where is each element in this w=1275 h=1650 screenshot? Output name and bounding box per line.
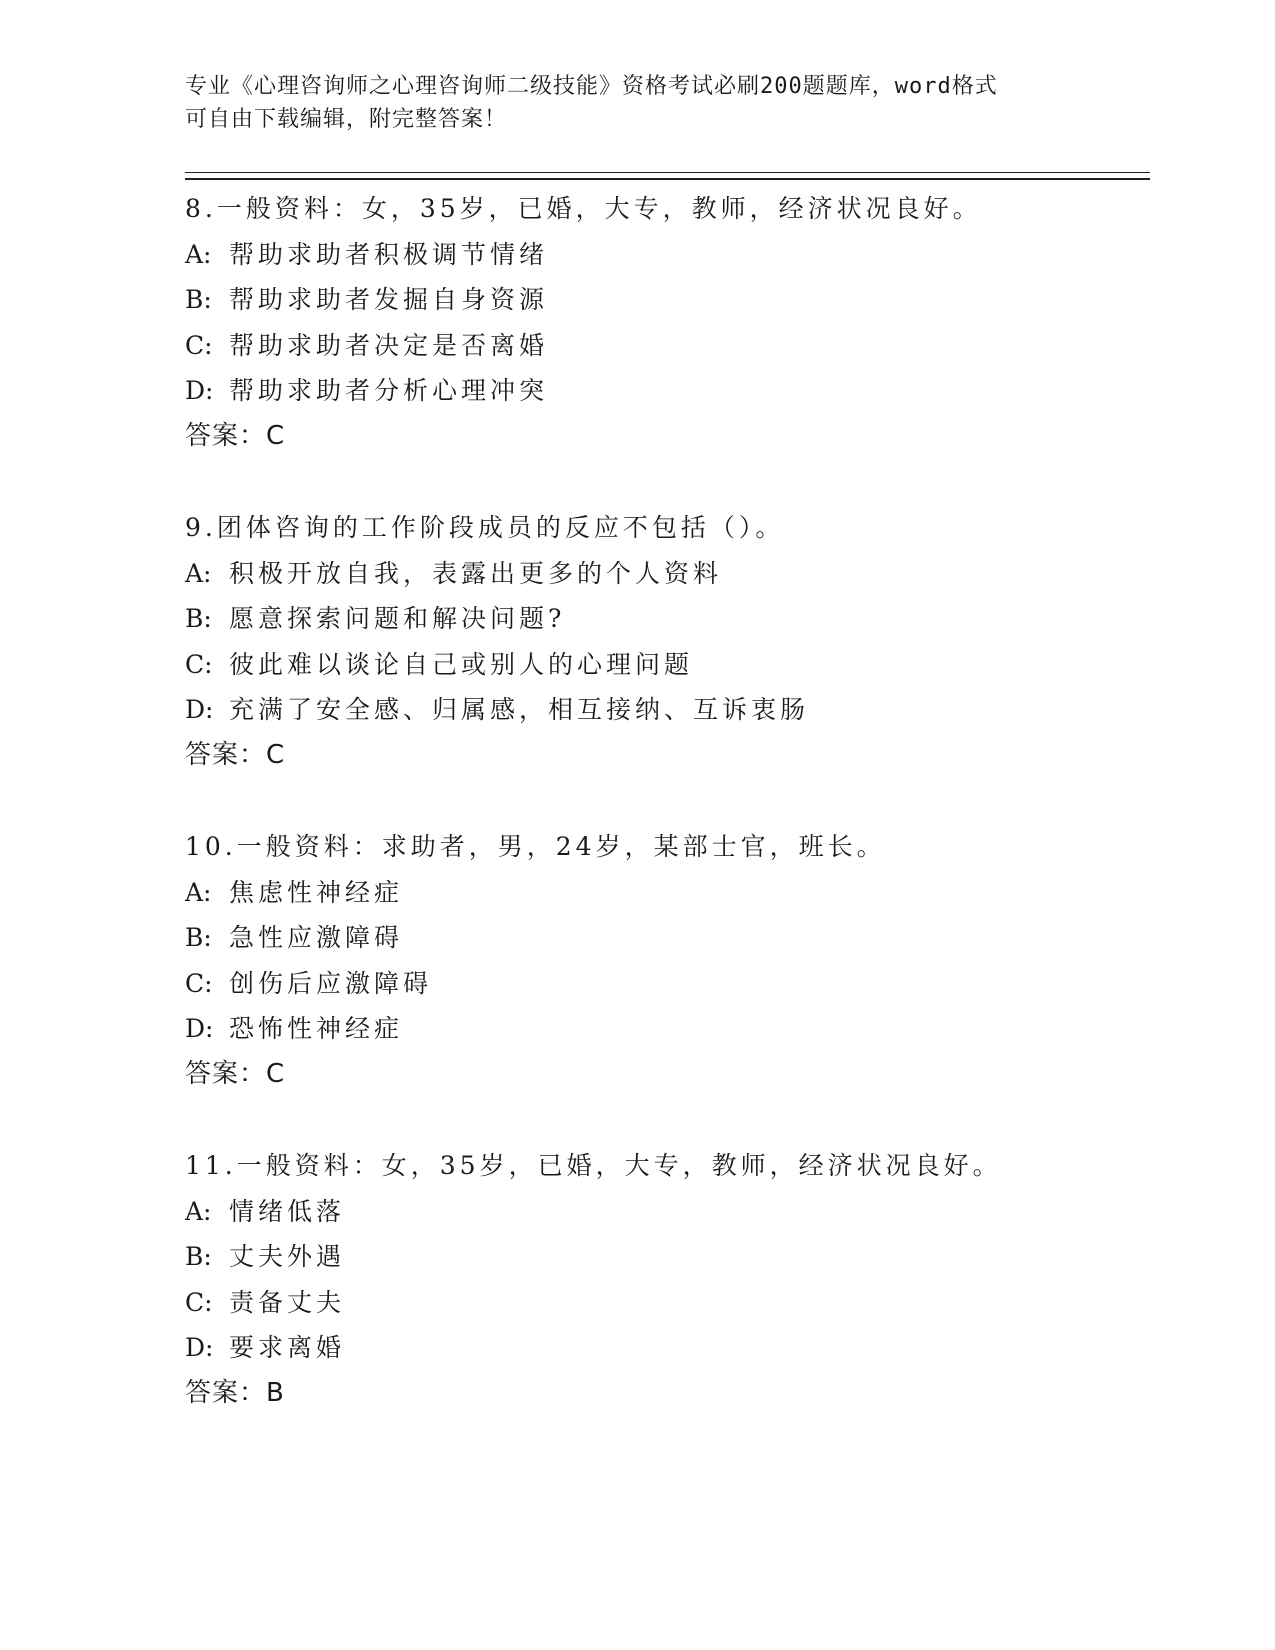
option-b [185, 915, 1150, 961]
option-label: B: [185, 923, 212, 952]
option-label: D: [185, 1333, 214, 1362]
option-text: 要求离婚 [229, 1333, 346, 1362]
option-b [185, 596, 1150, 642]
option-c [185, 642, 1150, 688]
option-text: 情绪低落 [229, 1196, 346, 1226]
option-d [185, 1006, 1150, 1052]
option-text: 帮助求助者分析心理冲突 [229, 376, 549, 405]
option-text: 急性应激障碍 [229, 923, 404, 952]
option-d [185, 368, 1150, 414]
option-b [185, 1234, 1150, 1280]
option-text: 充满了安全感、归属感，相互接纳、互诉衷肠 [229, 695, 810, 724]
option-d [185, 687, 1150, 733]
document-header [185, 70, 1150, 136]
option-a [185, 1189, 1150, 1235]
option-text: 愿意探索问题和解决问题? [229, 604, 566, 633]
question-stem: 8.一般资料：女，35岁，已婚，大专，教师，经济状况良好。 [185, 194, 982, 223]
option-label: C: [185, 968, 213, 998]
option-label: A: [185, 877, 212, 907]
header-title-line-2: 可自由下载编辑，附完整答案！ [185, 107, 508, 132]
option-text: 帮助求助者积极调节情绪 [229, 239, 549, 269]
option-label: B: [185, 604, 212, 633]
option-label: D: [185, 695, 214, 724]
question-10 [185, 824, 1150, 1097]
header-title-line-1: 专业《心理咨询师之心理咨询师二级技能》资格考试必刷200题题库，word格式 [185, 74, 998, 99]
option-text: 焦虑性神经症 [229, 877, 404, 907]
option-label: C: [185, 1287, 213, 1317]
question-9 [185, 505, 1150, 778]
answer-line: 答案：B [185, 1377, 285, 1408]
option-label: C: [185, 649, 213, 679]
question-11 [185, 1143, 1150, 1416]
option-a [185, 232, 1150, 278]
option-a [185, 870, 1150, 916]
option-label: B: [185, 1242, 212, 1271]
answer-line: 答案：C [185, 420, 286, 451]
document-page [185, 70, 1150, 1462]
option-text: 帮助求助者决定是否离婚 [229, 330, 549, 360]
option-label: B: [185, 285, 212, 314]
option-d [185, 1325, 1150, 1371]
option-text: 责备丈夫 [229, 1287, 346, 1317]
question-stem: 9.团体咨询的工作阶段成员的反应不包括（）。 [185, 513, 785, 542]
option-text: 恐怖性神经症 [229, 1014, 404, 1043]
answer-line: 答案：C [185, 739, 286, 770]
option-b [185, 277, 1150, 323]
option-text: 积极开放自我，表露出更多的个人资料 [229, 558, 723, 588]
option-text: 帮助求助者发掘自身资源 [229, 285, 549, 314]
option-c [185, 323, 1150, 369]
option-label: A: [185, 1196, 212, 1226]
option-label: C: [185, 330, 213, 360]
option-a [185, 551, 1150, 597]
option-text: 彼此难以谈论自己或别人的心理问题 [229, 649, 694, 679]
option-label: A: [185, 239, 212, 269]
header-divider [185, 172, 1150, 180]
option-label: A: [185, 558, 212, 588]
question-list [185, 186, 1150, 1416]
answer-line: 答案：C [185, 1058, 286, 1089]
option-text: 创伤后应激障碍 [229, 968, 433, 998]
question-stem: 11.一般资料：女，35岁，已婚，大专，教师，经济状况良好。 [185, 1151, 1002, 1180]
option-c [185, 1280, 1150, 1326]
option-c [185, 961, 1150, 1007]
option-text: 丈夫外遇 [229, 1242, 346, 1271]
question-8 [185, 186, 1150, 459]
option-label: D: [185, 376, 214, 405]
question-stem: 10.一般资料：求助者，男，24岁，某部士官，班长。 [185, 832, 886, 861]
option-label: D: [185, 1014, 214, 1043]
